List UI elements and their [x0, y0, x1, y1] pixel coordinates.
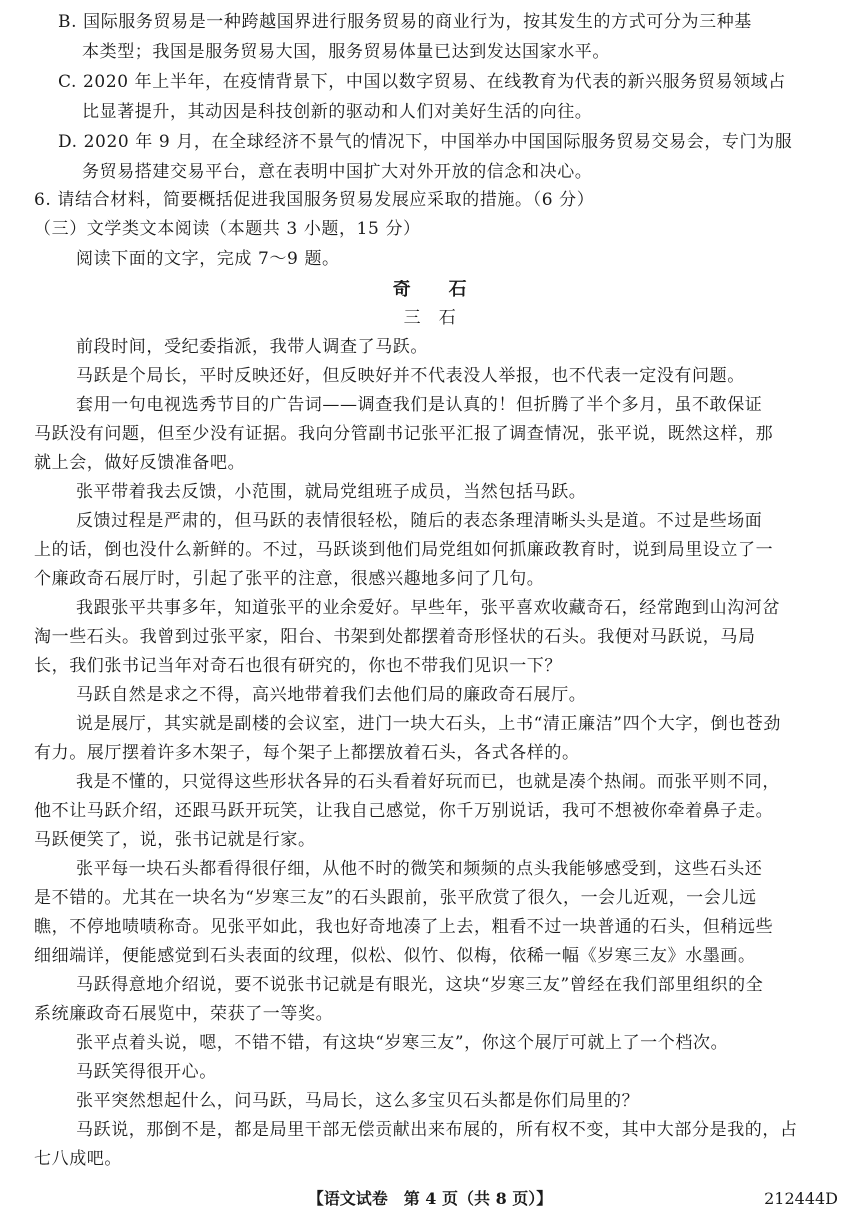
story-author: 三 石 [403, 308, 457, 328]
footer-page-label: 【语文试卷 第 4 页（共 8 页）】 [307, 1189, 553, 1208]
paragraph-line: 他不让马跃介绍，还跟马跃开玩笑，让我自己感觉，你千万别说话，我可不想被你牵着鼻子走。 [34, 801, 774, 821]
paragraph-line: 有力。展厅摆着许多木架子，每个架子上都摆放着石头，各式各样的。 [34, 743, 580, 763]
option-d-line-1: D. 2020 年 9 月，在全球经济不景气的情况下，中国举办中国国际服务贸易交易会，专门为服 [58, 132, 793, 152]
paragraph-line: 长，我们张书记当年对奇石也很有研究的，你也不带我们见识一下？ [34, 656, 562, 676]
paragraph-line: 我是不懂的，只觉得这些形状各异的石头看着好玩而已，也就是凑个热闹。而张平则不同， [76, 772, 780, 792]
paragraph-line: 张平每一块石头都看得很仔细，从他不时的微笑和频频的点头我能够感受到，这些石头还 [76, 859, 763, 879]
paragraph-line: 反馈过程是严肃的，但马跃的表情很轻松，随后的表态条理清晰头头是道。不过是些场面 [76, 511, 763, 531]
paragraph-line: 瞧，不停地啧啧称奇。见张平如此，我也好奇地凑了上去，粗看不过一块普通的石头，但稍远些 [34, 917, 774, 937]
option-c-line-1: C. 2020 年上半年，在疫情背景下，中国以数字贸易、在线教育为代表的新兴服务贸易领域占 [58, 72, 786, 92]
option-b-line-2: 本类型；我国是服务贸易大国，服务贸易体量已达到发达国家水平。 [82, 42, 610, 62]
paragraph-line: 个廉政奇石展厅时，引起了张平的注意，很感兴趣地多问了几句。 [34, 569, 545, 589]
option-d-line-2: 务贸易搭建交易平台，意在表明中国扩大对外开放的信念和决心。 [82, 162, 593, 182]
paragraph-line: 系统廉政奇石展览中，荣获了一等奖。 [34, 1004, 334, 1024]
exam-code: 212444D [764, 1189, 838, 1208]
paragraph-line: 张平带着我去反馈，小范围，就局党组班子成员，当然包括马跃。 [76, 482, 587, 502]
paragraph-line: 上的话，倒也没什么新鲜的。不过，马跃谈到他们局党组如何抓廉政教育时，说到局里设立了一 [34, 540, 774, 560]
paragraph-line: 马跃便笑了，说，张书记就是行家。 [34, 830, 316, 850]
option-c-line-2: 比显著提升，其动因是科技创新的驱动和人们对美好生活的向往。 [82, 102, 593, 122]
paragraph-line: 细细端详，便能感觉到石头表面的纹理，似松、似竹、似梅，依稀一幅《岁寒三友》水墨画。 [34, 946, 756, 966]
paragraph-line: 淘一些石头。我曾到过张平家，阳台、书架到处都摆着奇形怪状的石头。我便对马跃说，马局 [34, 627, 756, 647]
paragraph-line: 马跃自然是求之不得，高兴地带着我们去他们局的廉政奇石展厅。 [76, 685, 587, 705]
paragraph-line: 马跃没有问题，但至少没有证据。我向分管副书记张平汇报了调查情况，张平说，既然这样，那 [34, 424, 774, 444]
paragraph-line: 张平点着头说，嗯，不错不错，有这块“岁寒三友”，你这个展厅可就上了一个档次。 [76, 1033, 729, 1053]
question-6: 6. 请结合材料，简要概括促进我国服务贸易发展应采取的措施。（6 分） [34, 190, 595, 210]
paragraph-line: 马跃笑得很开心。 [76, 1062, 217, 1082]
paragraph-line: 套用一句电视选秀节目的广告词——调查我们是认真的！但折腾了半个多月，虽不敢保证 [76, 395, 763, 415]
section-heading: （三）文学类文本阅读（本题共 3 小题，15 分） [34, 219, 421, 239]
story-title: 奇 石 [392, 280, 468, 300]
reading-instruction: 阅读下面的文字，完成 7～9 题。 [76, 249, 340, 269]
paragraph-line: 马跃是个局长，平时反映还好，但反映好并不代表没人举报，也不代表一定没有问题。 [76, 366, 745, 386]
page-footer [0, 1188, 860, 1210]
paragraph-line: 马跃得意地介绍说，要不说张书记就是有眼光，这块“岁寒三友”曾经在我们部里组织的全 [76, 975, 764, 995]
paragraph-line: 我跟张平共事多年，知道张平的业余爱好。早些年，张平喜欢收藏奇石，经常跑到山沟河岔 [76, 598, 780, 618]
paragraph-line: 说是展厅，其实就是副楼的会议室，进门一块大石头，上书“清正廉洁”四个大字，倒也苍劲 [76, 714, 781, 734]
paragraph-line: 七八成吧。 [34, 1149, 122, 1169]
paragraph-line: 张平突然想起什么，问马跃，马局长，这么多宝贝石头都是你们局里的？ [76, 1091, 640, 1111]
paragraph-line: 就上会，做好反馈准备吧。 [34, 453, 246, 473]
paragraph-line: 是不错的。尤其在一块名为“岁寒三友”的石头跟前，张平欣赏了很久，一会儿近观，一会儿远 [34, 888, 757, 908]
option-b-line-1: B. 国际服务贸易是一种跨越国界进行服务贸易的商业行为，按其发生的方式可分为三种基 [58, 12, 752, 32]
paragraph-line: 马跃说，那倒不是，都是局里干部无偿贡献出来布展的，所有权不变，其中大部分是我的，占 [76, 1120, 798, 1140]
paragraph-line: 前段时间，受纪委指派，我带人调查了马跃。 [76, 337, 428, 357]
